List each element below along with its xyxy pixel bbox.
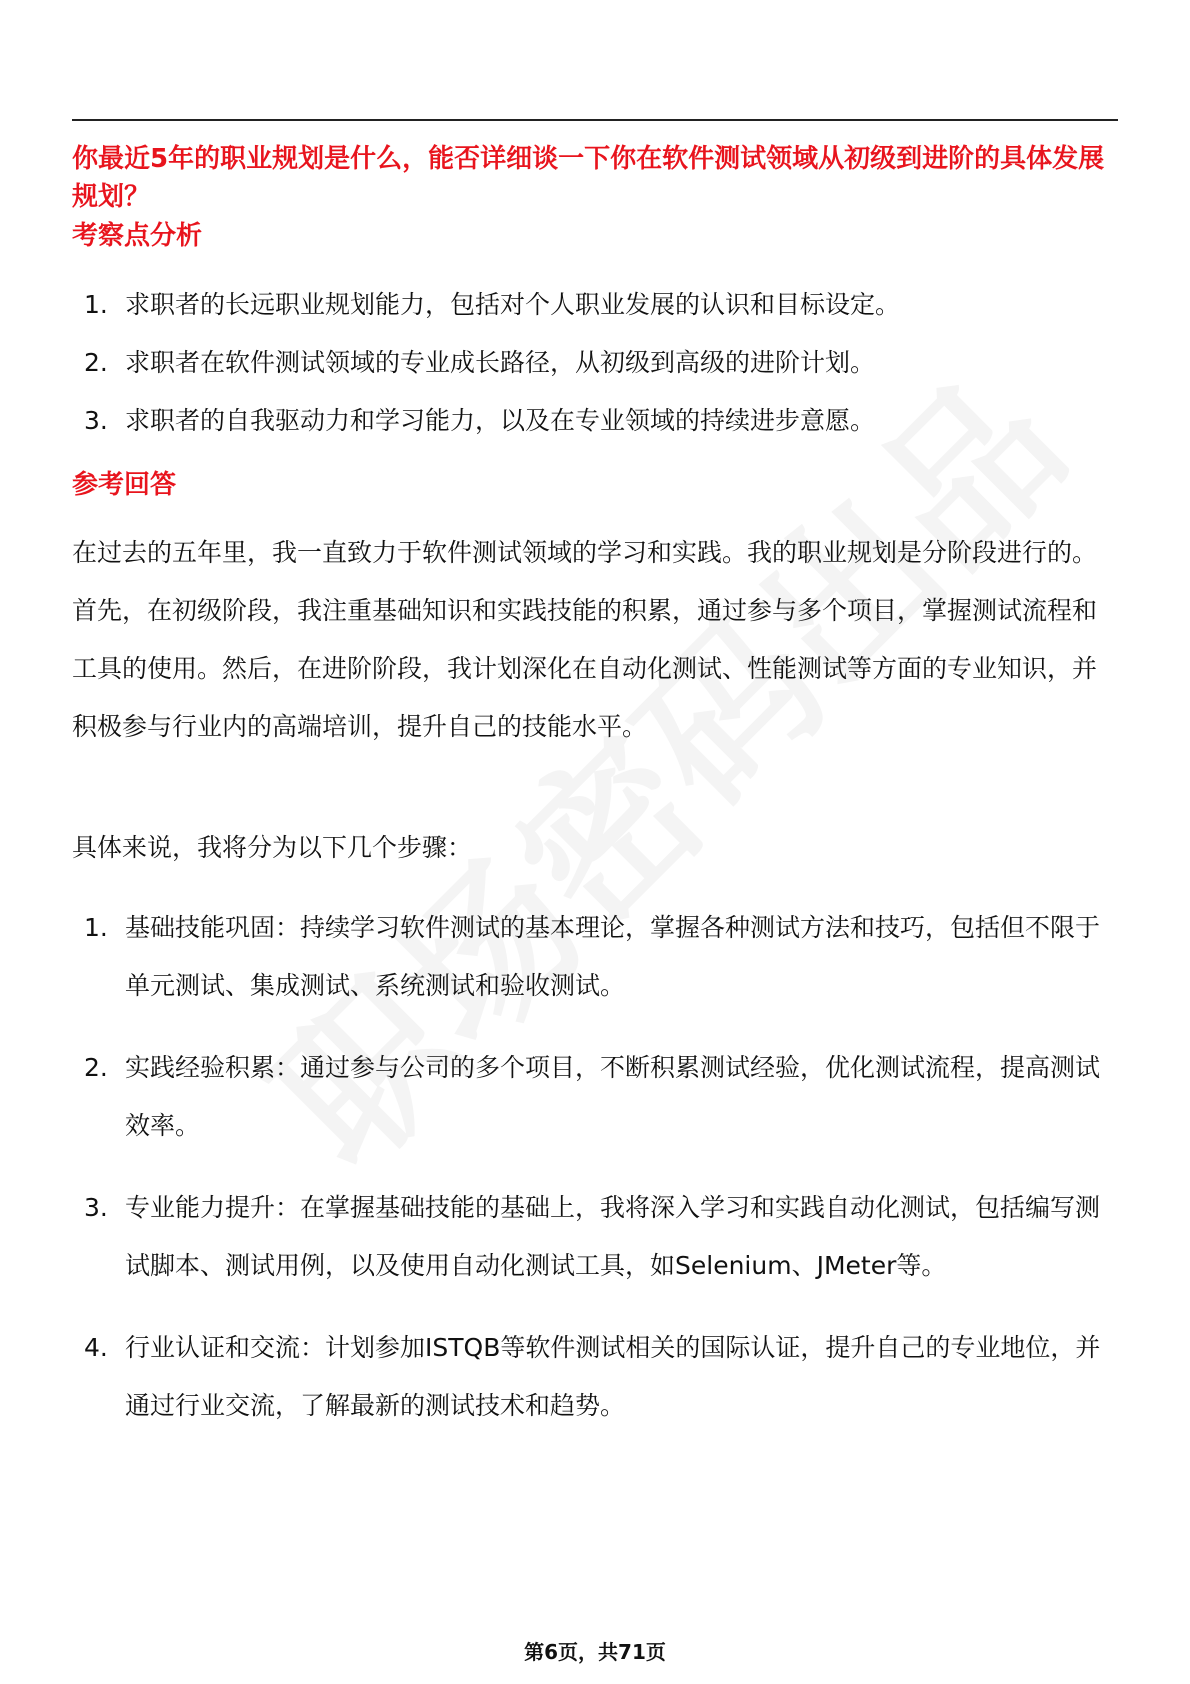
list-item bbox=[72, 1039, 1118, 1155]
list-text: 求职者在软件测试领域的专业成长路径，从初级到高级的进阶计划。 bbox=[125, 348, 876, 377]
list-item bbox=[72, 276, 1118, 334]
list-item bbox=[72, 899, 1118, 1015]
list-text: 专业能力提升：在掌握基础技能的基础上，我将深入学习和实践自动化测试，包括编写测试脚本、测试用例，以及使用自动化测试工具，如Selenium、JMeter等。 bbox=[125, 1193, 1101, 1280]
list-number: 2. bbox=[84, 1053, 108, 1082]
list-text: 基础技能巩固：持续学习软件测试的基本理论，掌握各种测试方法和技巧，包括但不限于单元测试、集成测试、系统测试和验收测试。 bbox=[125, 913, 1101, 1000]
list-text: 求职者的自我驱动力和学习能力，以及在专业领域的持续进步意愿。 bbox=[125, 406, 876, 435]
list-number: 1. bbox=[84, 913, 108, 942]
answer-paragraph-2: 具体来说，我将分为以下几个步骤： bbox=[72, 833, 473, 862]
list-item bbox=[72, 334, 1118, 392]
answer-heading: 参考回答 bbox=[72, 470, 177, 500]
list-number: 3. bbox=[84, 1193, 108, 1222]
list-text: 求职者的长远职业规划能力，包括对个人职业发展的认识和目标设定。 bbox=[125, 290, 901, 319]
steps-list bbox=[72, 899, 1118, 1459]
list-number: 2. bbox=[84, 348, 108, 377]
analysis-list bbox=[72, 276, 1118, 450]
list-text: 实践经验积累：通过参与公司的多个项目，不断积累测试经验，优化测试流程，提高测试效率。 bbox=[125, 1053, 1101, 1140]
analysis-heading: 考察点分析 bbox=[72, 221, 203, 251]
answer-paragraph-1: 在过去的五年里，我一直致力于软件测试领域的学习和实践。我的职业规划是分阶段进行的。首先，在初级阶段，我注重基础知识和实践技能的积累，通过参与多个项目，掌握测试流程和工具的使用。然后，在进阶阶段，我计划深化在自动化测试、性能测试等方面的专业知识，并积极参与行业内的高端培训，提升自己的技能水平。 bbox=[72, 538, 1098, 741]
top-divider bbox=[72, 119, 1118, 121]
list-item bbox=[72, 1179, 1118, 1295]
list-item bbox=[72, 1319, 1118, 1435]
list-text: 行业认证和交流：计划参加ISTQB等软件测试相关的国际认证，提升自己的专业地位，并通过行业交流，了解最新的测试技术和趋势。 bbox=[125, 1333, 1101, 1420]
list-number: 4. bbox=[84, 1333, 108, 1362]
list-item bbox=[72, 392, 1118, 450]
question-title: 你最近5年的职业规划是什么，能否详细谈一下你在软件测试领域从初级到进阶的具体发展规划？ bbox=[72, 144, 1105, 212]
list-number: 1. bbox=[84, 290, 108, 319]
page-number-footer: 第6页，共71页 bbox=[524, 1640, 666, 1664]
list-number: 3. bbox=[84, 406, 108, 435]
